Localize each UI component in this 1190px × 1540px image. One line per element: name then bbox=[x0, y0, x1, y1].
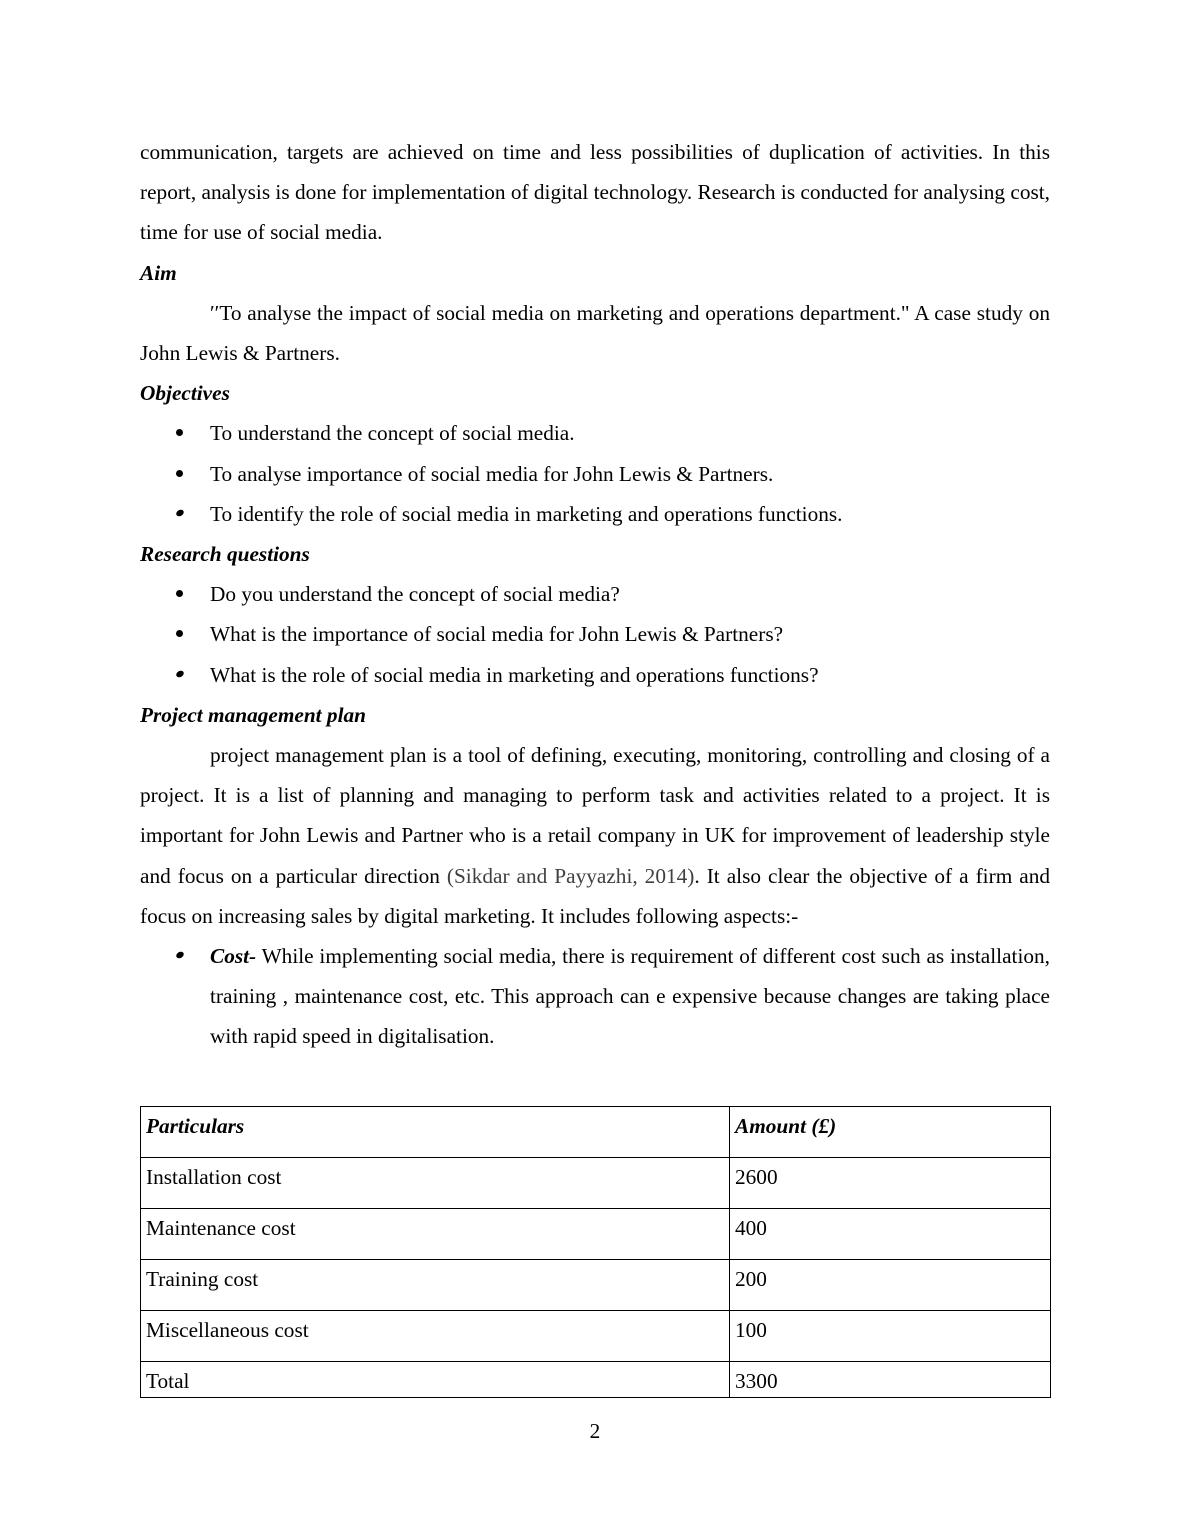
table-cell: Training cost bbox=[141, 1260, 730, 1311]
table-cell: Maintenance cost bbox=[141, 1209, 730, 1260]
research-questions-heading: Research questions bbox=[140, 542, 310, 567]
table-cell: 200 bbox=[730, 1260, 1051, 1311]
aim-paragraph: ′′To analyse the impact of social media on marketing and operations department." A case study on John Lewis & Partners. bbox=[140, 300, 1050, 366]
question-text: What is the role of social media in marketing and operations functions? bbox=[210, 662, 819, 687]
table-cell: Installation cost bbox=[141, 1158, 730, 1209]
objective-text: To analyse importance of social media for John Lewis & Partners. bbox=[210, 461, 774, 486]
bullet-icon bbox=[176, 429, 183, 436]
table-row bbox=[141, 1260, 1051, 1311]
document-body bbox=[140, 132, 1050, 1057]
table-row bbox=[141, 1311, 1051, 1362]
header-particulars: Particulars bbox=[141, 1107, 730, 1158]
table-cell: 2600 bbox=[730, 1158, 1051, 1209]
list-item bbox=[140, 454, 1050, 494]
table-cell: 100 bbox=[730, 1311, 1051, 1362]
list-item bbox=[140, 936, 1050, 1057]
bullet-icon bbox=[175, 508, 185, 517]
objectives-list bbox=[140, 413, 1050, 534]
aspects-list bbox=[140, 936, 1050, 1057]
cost-description: While implementing social media, there is requirement of different cost such as installation, training , maintenance cost, etc. This approach can e expensive because changes are taking place with rapid speed in digitalisation. bbox=[210, 944, 1050, 1049]
list-item bbox=[140, 494, 1050, 534]
list-item bbox=[140, 614, 1050, 654]
list-item bbox=[140, 655, 1050, 695]
objectives-heading: Objectives bbox=[140, 381, 230, 406]
project-plan-paragraph bbox=[140, 735, 1050, 936]
cost-table bbox=[140, 1106, 1051, 1398]
table-row bbox=[141, 1209, 1051, 1260]
bullet-icon bbox=[175, 669, 185, 678]
project-plan-text: project management plan is a tool of defining, executing, monitoring, controlling and closing of a project. It is a list of planning and managing to perform task and activities related to a project. It is important for John Lewis and Partner who is a retail company in UK for improvement of leadership style and focus on a particular direction bbox=[140, 743, 1050, 888]
bullet-icon bbox=[176, 590, 183, 597]
bullet-icon bbox=[176, 630, 183, 637]
list-item bbox=[140, 574, 1050, 614]
table-row bbox=[141, 1158, 1051, 1209]
intro-paragraph: communication, targets are achieved on time and less possibilities of duplication of activities. In this report, analysis is done for implementation of digital technology. Research is conducted for analysing cost, time for use of social media. bbox=[140, 140, 1051, 245]
table-row-total bbox=[141, 1362, 1051, 1398]
table-cell: 3300 bbox=[730, 1362, 1051, 1398]
question-text: What is the importance of social media for John Lewis & Partners? bbox=[210, 622, 784, 647]
bullet-icon bbox=[175, 950, 185, 959]
table-cell: 400 bbox=[730, 1209, 1051, 1260]
list-item bbox=[140, 413, 1050, 453]
page-number: 2 bbox=[589, 1419, 601, 1443]
table-cell: Total bbox=[141, 1362, 730, 1398]
header-amount: Amount (£) bbox=[730, 1107, 1051, 1158]
citation: (Sikdar and Payyazhi, 2014) bbox=[446, 863, 695, 888]
project-plan-text-continued: . It also clear the objective of a firm and focus on increasing sales by digital marketing. It includes following aspects:- bbox=[140, 863, 1050, 928]
research-questions-list bbox=[140, 574, 1050, 695]
cost-label: Cost- bbox=[210, 944, 257, 969]
objective-text: To identify the role of social media in marketing and operations functions. bbox=[210, 501, 843, 526]
bullet-icon bbox=[176, 470, 183, 477]
question-text: Do you understand the concept of social media? bbox=[210, 582, 620, 607]
table-cell: Miscellaneous cost bbox=[141, 1311, 730, 1362]
aim-heading: Aim bbox=[140, 260, 177, 285]
table-header-row bbox=[141, 1107, 1051, 1158]
project-plan-heading: Project management plan bbox=[140, 702, 366, 727]
objective-text: To understand the concept of social media. bbox=[210, 421, 575, 446]
